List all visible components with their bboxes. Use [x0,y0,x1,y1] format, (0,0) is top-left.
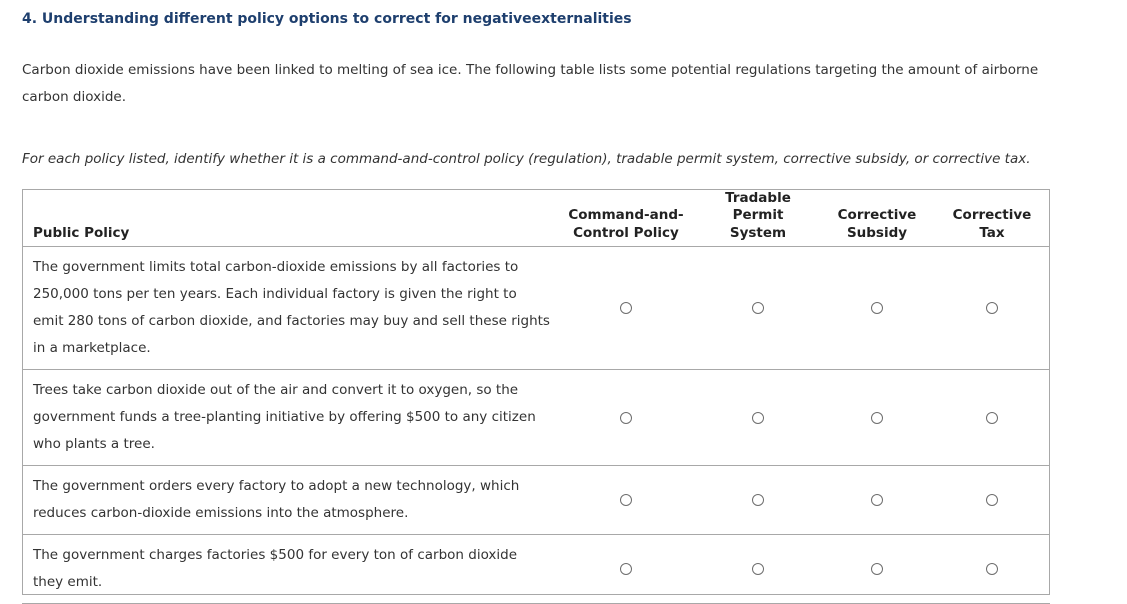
option-cell [820,370,934,466]
radio-command-and-control[interactable] [620,563,632,575]
header-tradable-permit [696,189,820,247]
option-cell [556,370,696,466]
header-public-policy-label: Public Policy [33,224,130,241]
option-cell [696,466,820,535]
radio-corrective-subsidy[interactable] [871,494,883,506]
header-command-and-control [556,189,696,247]
question-intro: Carbon dioxide emissions have been linked to melting of sea ice. The following table lists some potential regulations targeting the amount of airborne carbon dioxide. [22,62,1039,105]
radio-corrective-tax[interactable] [986,494,998,506]
radio-tradable-permit[interactable] [752,563,764,575]
header-tradable-permit-line-3: System [729,224,787,241]
option-cell [820,247,934,370]
header-corrective-subsidy-line-1: Corrective [837,207,917,223]
table-row [22,370,1050,466]
policy-description: The government limits total carbon-dioxide emissions by all factories to 250,000 tons per ten years. Each individual factory is given the right to emit 280 tons of carbon dioxide, and factories may buy and sell these rights in a marketplace. [22,247,556,370]
option-cell [820,535,934,604]
header-tradable-permit-line-1: Tradable [725,189,791,206]
header-corrective-tax-line-2: Tax [979,224,1005,241]
table-row [22,535,1050,604]
option-cell [556,535,696,604]
radio-corrective-tax[interactable] [986,412,998,424]
radio-tradable-permit[interactable] [752,302,764,314]
table-row [22,247,1050,370]
option-cell [696,535,820,604]
table-row [22,466,1050,535]
header-corrective-tax-line-1: Corrective [952,207,1032,223]
header-corrective-subsidy [820,189,934,247]
option-cell [556,247,696,370]
option-cell [934,247,1050,370]
policy-description: Trees take carbon dioxide out of the air and convert it to oxygen, so the government funds a tree-planting initiative by offering $500 to any citizen who plants a tree. [22,370,556,466]
question-title: 4. Understanding different policy options to correct for negativeexternalities [22,11,632,27]
option-cell [696,370,820,466]
radio-corrective-tax[interactable] [986,563,998,575]
radio-command-and-control[interactable] [620,412,632,424]
option-cell [556,466,696,535]
question-instruction: For each policy listed, identify whether it is a command-and-control policy (regulation), tradable permit system, corrective subsidy, or corrective tax. [22,151,1031,167]
radio-command-and-control[interactable] [620,302,632,314]
radio-corrective-subsidy[interactable] [871,563,883,575]
radio-corrective-subsidy[interactable] [871,412,883,424]
option-cell [934,535,1050,604]
policy-description: The government orders every factory to adopt a new technology, which reduces carbon-dioxide emissions into the atmosphere. [22,466,556,535]
header-command-and-control-line-1: Command-and- [568,207,684,223]
header-corrective-tax [934,189,1050,247]
header-corrective-subsidy-line-2: Subsidy [846,224,908,241]
radio-corrective-tax[interactable] [986,302,998,314]
radio-tradable-permit[interactable] [752,412,764,424]
table-header-row [22,189,1050,247]
radio-tradable-permit[interactable] [752,494,764,506]
option-cell [820,466,934,535]
policy-table [22,189,1050,604]
option-cell [696,247,820,370]
header-tradable-permit-line-2: Permit [732,207,784,223]
radio-command-and-control[interactable] [620,494,632,506]
radio-corrective-subsidy[interactable] [871,302,883,314]
policy-description: The government charges factories $500 for every ton of carbon dioxide they emit. [22,535,556,604]
header-command-and-control-line-2: Control Policy [573,224,679,241]
option-cell [934,370,1050,466]
header-public-policy [22,189,556,247]
option-cell [934,466,1050,535]
